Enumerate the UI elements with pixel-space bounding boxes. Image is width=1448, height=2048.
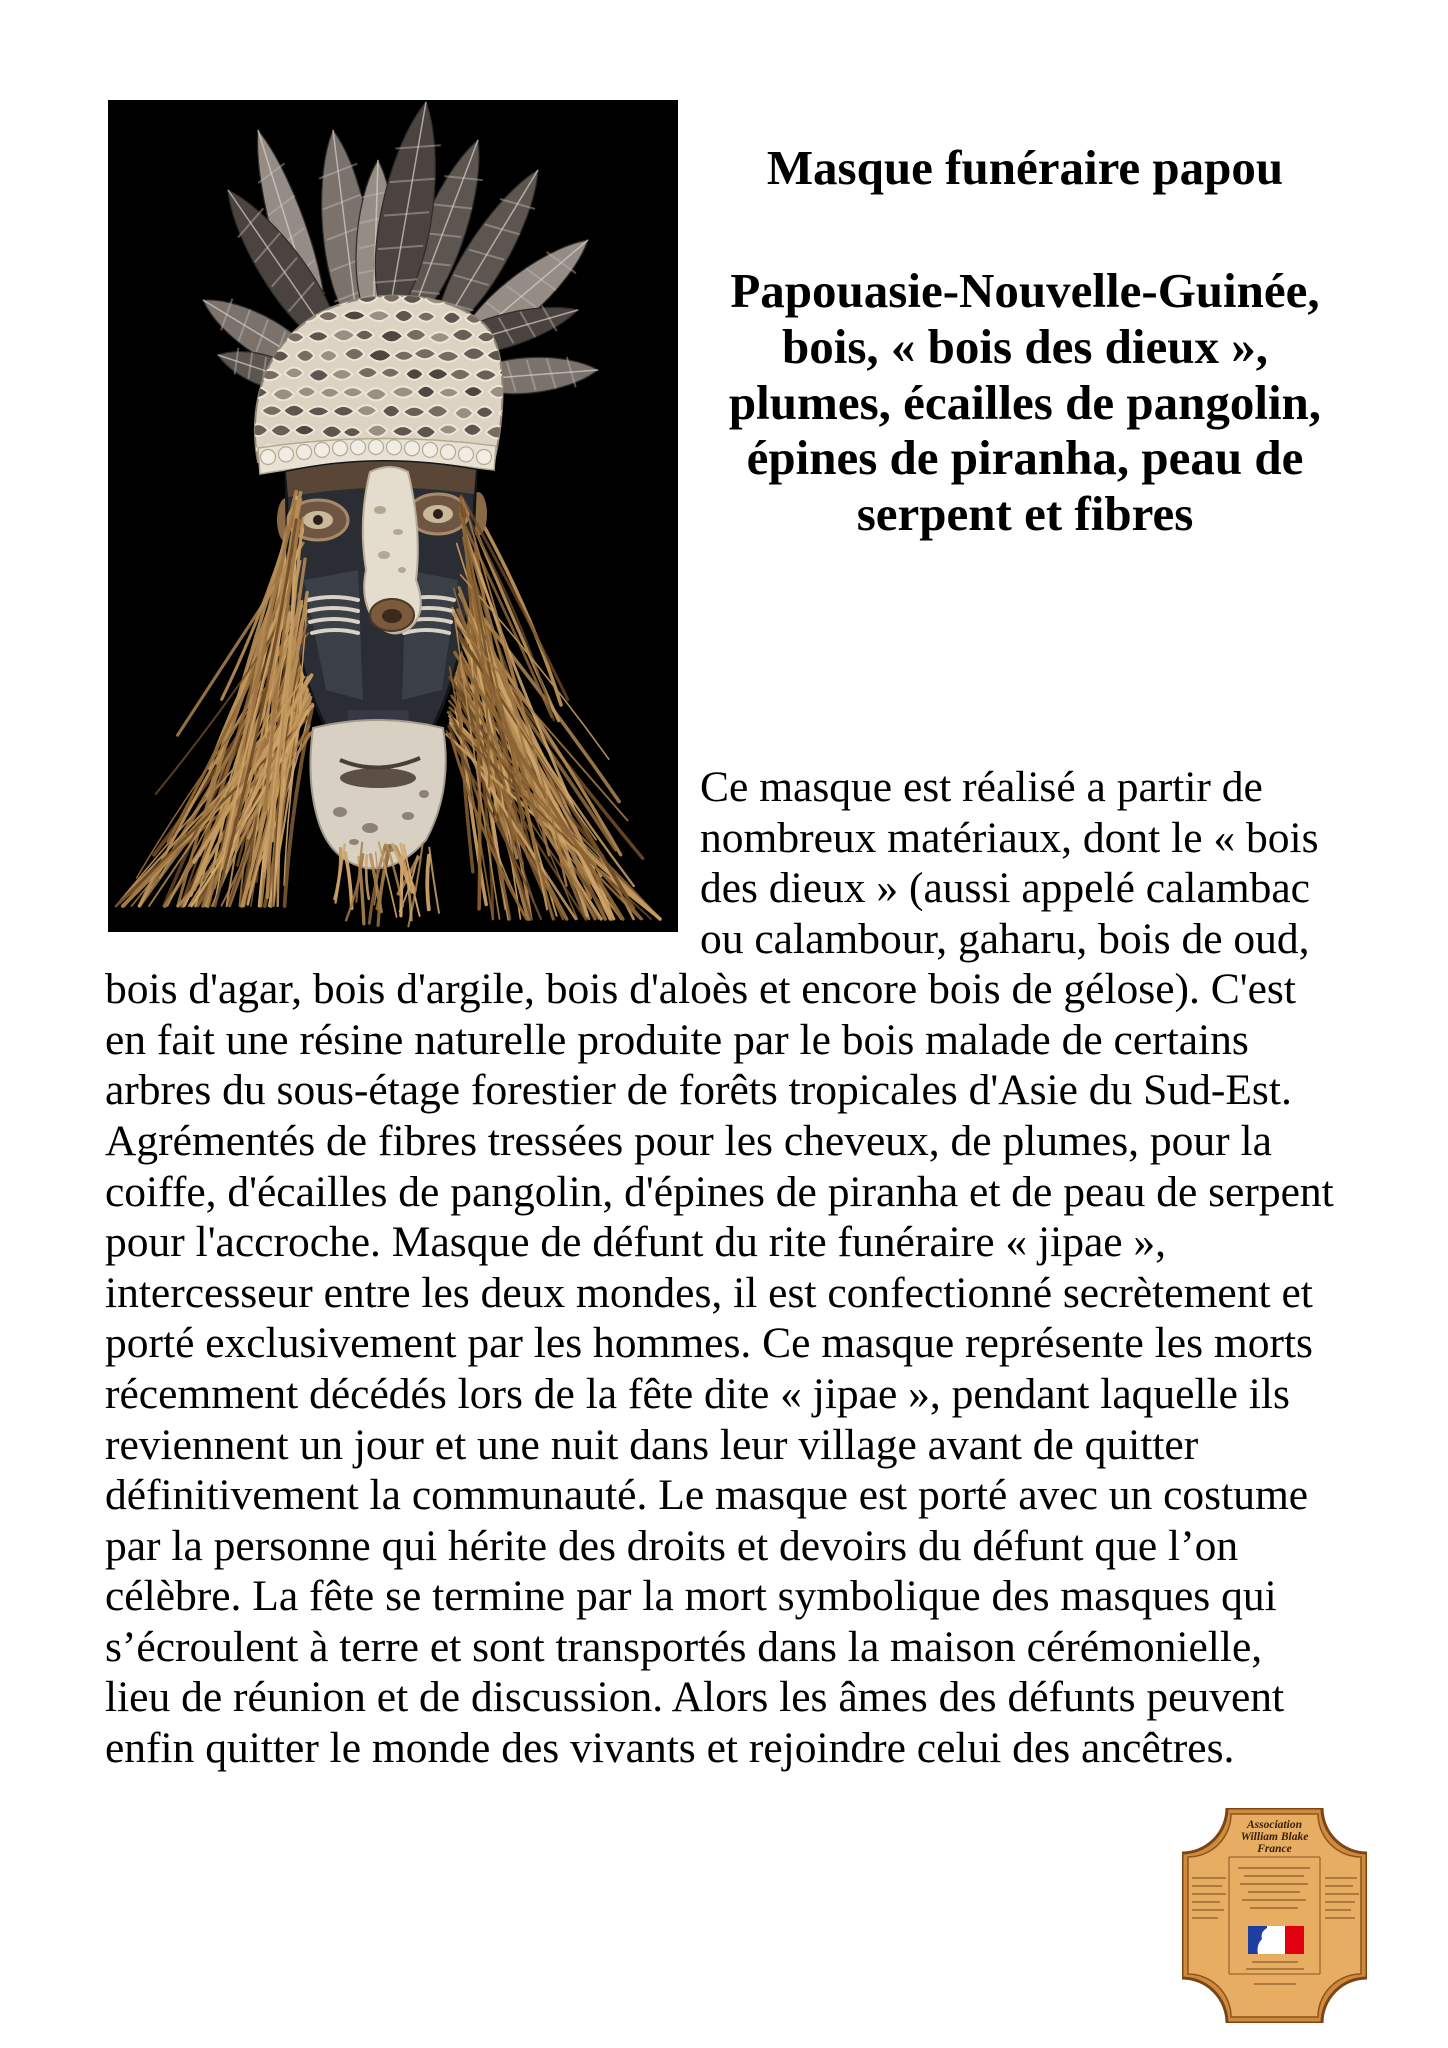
shell-bead [405, 441, 420, 456]
pangolin-scale [344, 348, 365, 360]
pangolin-scale [463, 424, 482, 436]
shell-bead [477, 450, 492, 465]
pangolin-scale [417, 312, 436, 322]
body-text-line: récemment décédés lors de la fête dite « jipae », pendant laquelle ils [105, 1369, 1290, 1418]
pangolin-scale [392, 426, 414, 437]
pangolin-scale [294, 425, 315, 436]
pangolin-scale [367, 425, 388, 437]
body-text-line: lieu de réunion et de discussion. Alors les âmes des défunts peuvent [105, 1673, 1285, 1722]
body-text-line: définitivement la communauté. Le masque est porté avec un costume [105, 1471, 1309, 1520]
pangolin-scale [443, 312, 462, 324]
pangolin-scale [355, 330, 374, 341]
pangolin-scale [475, 406, 493, 418]
pangolin-scale [474, 369, 497, 380]
pangolin-scale [405, 329, 426, 341]
body-text-line: pour l'accroche. Masque de défunt du rite funéraire « jipae », [105, 1218, 1167, 1267]
pangolin-scale [308, 331, 329, 341]
pangolin-scale [416, 426, 437, 438]
pangolin-scale [394, 310, 413, 322]
body-text-line: célèbre. La fête se termine par la mort symbolique des masques qui [105, 1572, 1277, 1621]
pangolin-scale [462, 348, 485, 360]
pangolin-scale [357, 367, 378, 378]
pangolin-scale [297, 387, 316, 398]
pangolin-scale [318, 311, 338, 321]
pangolin-scale [438, 388, 459, 398]
pangolin-scale [307, 407, 330, 417]
pangolin-scale [332, 406, 354, 417]
pangolin-scale [343, 311, 367, 321]
pangolin-scale [380, 368, 400, 378]
shell-bead [459, 447, 474, 462]
body-text-line: arbres du sous-étage forestier de forêts tropicales d'Asie du Sud-Est. [105, 1066, 1292, 1115]
subtitle-line: serpent et fibres [856, 486, 1194, 542]
pangolin-scale [394, 351, 415, 361]
pangolin-scale [391, 386, 414, 397]
body-text-line: ou calambour, gaharu, bois de oud, [700, 914, 1310, 963]
pangolin-scale [272, 388, 294, 400]
pangolin-scale [319, 350, 338, 362]
pangolin-scale [285, 368, 304, 379]
page-title: Masque funéraire papou [766, 140, 1284, 195]
pangolin-scale [261, 405, 282, 416]
pangolin-scale [356, 405, 377, 416]
pangolin-scale [380, 330, 403, 342]
seal-graphic [1182, 1808, 1367, 2023]
pangolin-scale [296, 350, 314, 362]
body-text-line: coiffe, d'écailles de pangolin, d'épines de piranha et de peau de serpent [105, 1167, 1334, 1216]
shell-bead [441, 445, 456, 460]
body-text-line: s’écroulent à terre et sont transportés dans la maison cérémonielle, [105, 1622, 1263, 1671]
shell-bead [387, 440, 402, 455]
pangolin-scale [414, 348, 437, 359]
pangolin-scale [429, 332, 451, 343]
pangolin-scale [436, 351, 459, 362]
shell-bead [351, 440, 366, 455]
body-text-line: enfin quitter le monde des vivants et rejoindre celui des ancêtres. [105, 1723, 1235, 1772]
pangolin-scale [368, 349, 392, 361]
pangolin-scale [309, 369, 330, 381]
body-text-line: en fait une résine naturelle produite par le bois malade de certains [105, 1015, 1249, 1064]
pangolin-scale [365, 388, 387, 400]
pangolin-scale [403, 407, 426, 417]
seal-title-line: Association [1247, 1819, 1302, 1831]
pangolin-scale [320, 388, 340, 398]
shell-bead [279, 447, 294, 462]
seal-title-line: William Blake [1240, 1831, 1309, 1843]
pangolin-scale [270, 424, 291, 436]
pangolin-scale [463, 386, 483, 397]
pangolin-scale [382, 405, 401, 418]
shell-bead [261, 450, 276, 465]
pangolin-scale [321, 425, 342, 437]
pangolin-scale [454, 407, 473, 419]
shell-bead [315, 442, 330, 457]
pangolin-scale [439, 425, 459, 435]
shell-bead [333, 441, 348, 456]
nose [363, 467, 421, 633]
subtitle-line: épines de piranha, peau de [746, 430, 1304, 486]
body-text-line: porté exclusivement par les hommes. Ce masque représente les morts [105, 1319, 1313, 1368]
pangolin-scale [283, 405, 305, 417]
pangolin-scale [331, 369, 352, 380]
pangolin-scale [343, 427, 362, 437]
body-text-line: Ce masque est réalisé a partir de [700, 763, 1263, 811]
body-text-line: reviennent un jour et une nuit dans leur village avant de quitter [105, 1420, 1199, 1469]
body-text-line: par la personne qui hérite des droits et devoirs du défunt que l’on [105, 1521, 1239, 1570]
pangolin-scale [367, 310, 390, 321]
pangolin-scale [427, 405, 449, 417]
body-paragraph [105, 762, 1405, 1774]
pangolin-scale [449, 369, 471, 380]
association-seal [1182, 1808, 1367, 2023]
body-text-line: nombreux matériaux, dont le « bois [700, 813, 1319, 862]
subtitle-line: plumes, écailles de pangolin, [728, 374, 1322, 430]
shell-bead [369, 440, 384, 455]
marianne-flag-icon [1248, 1926, 1304, 1954]
subtitle-block [680, 263, 1370, 542]
subtitle-line: Papouasie-Nouvelle-Guinée, [730, 263, 1320, 318]
pangolin-scale [342, 387, 363, 397]
body-text-line: Agrémentés de fibres tressées pour les cheveux, de plumes, pour la [105, 1117, 1272, 1166]
shell-bead [297, 445, 312, 460]
seal-title-line: France [1257, 1843, 1292, 1855]
shell-bead [423, 442, 438, 457]
body-text-line: bois d'agar, bois d'argile, bois d'aloès et encore bois de gélose). C'est [105, 965, 1296, 1014]
subtitle-line: bois, « bois des dieux », [781, 318, 1269, 374]
body-text-line: des dieux » (aussi appelé calambac [700, 864, 1310, 913]
pangolin-scale [452, 329, 474, 341]
body-text-line: intercesseur entre les deux mondes, il est confectionné secrètement et [105, 1268, 1313, 1317]
pangolin-scale [332, 329, 355, 341]
pangolin-scale [417, 386, 436, 398]
pangolin-scale [427, 368, 449, 380]
pangolin-scale [405, 368, 423, 380]
